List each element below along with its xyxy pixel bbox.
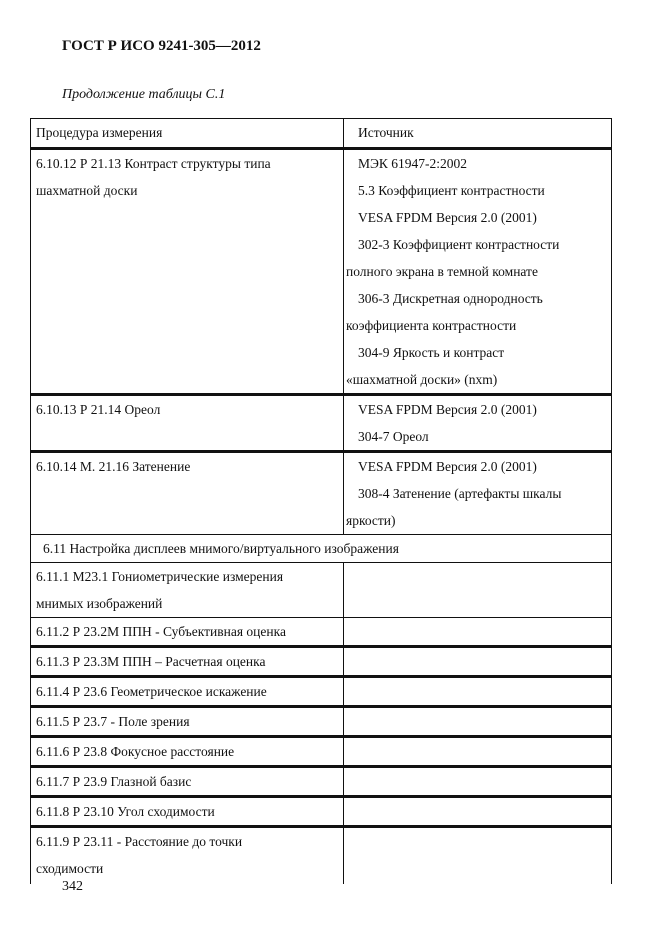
cell-line: 302-3 Коэффициент контрастности — [358, 237, 560, 252]
table-row — [31, 149, 612, 395]
table-row — [31, 677, 612, 707]
section-heading: 6.11 Настройка дисплеев мнимого/виртуального изображения — [31, 535, 612, 563]
source-cell — [344, 395, 612, 452]
table-header-row — [31, 119, 612, 149]
cell-line: 6.11.1 М23.1 Гониометрические измерения — [36, 569, 284, 584]
cell-line: МЭК 61947-2:2002 — [358, 156, 468, 171]
cell-line: сходимости — [36, 861, 104, 876]
standard-header: ГОСТ Р ИСО 9241-305—2012 — [62, 38, 261, 54]
cell-line: 306-3 Дискретная однородность — [358, 291, 543, 306]
procedure-cell — [31, 618, 344, 647]
cell-line: VESA FPDM Версия 2.0 (2001) — [358, 210, 537, 225]
cell-line: 304-7 Ореол — [358, 429, 429, 444]
table-row — [31, 618, 612, 647]
source-cell-empty — [344, 767, 612, 797]
cell-line: 6.10.13 Р 21.14 Ореол — [36, 402, 161, 417]
table-row — [31, 563, 612, 618]
cell-line: 6.11.5 Р 23.7 - Поле зрения — [36, 714, 190, 729]
cell-line: 6.11.8 Р 23.10 Угол сходимости — [36, 804, 215, 819]
procedure-cell — [31, 707, 344, 737]
source-cell-empty — [344, 737, 612, 767]
table-row — [31, 737, 612, 767]
measurement-table — [30, 118, 612, 884]
cell-line: 308-4 Затенение (артефакты шкалы — [358, 486, 562, 501]
page-number: 342 — [62, 879, 83, 894]
procedure-cell — [31, 452, 344, 535]
procedure-cell — [31, 149, 344, 395]
cell-line: 6.11.6 Р 23.8 Фокусное расстояние — [36, 744, 235, 759]
procedure-cell — [31, 767, 344, 797]
cell-line: VESA FPDM Версия 2.0 (2001) — [358, 459, 537, 474]
table-row — [31, 827, 612, 885]
cell-line: 6.11.3 Р 23.3М ППН – Расчетная оценка — [36, 654, 266, 669]
source-cell-empty — [344, 797, 612, 827]
procedure-cell — [31, 395, 344, 452]
cell-line: VESA FPDM Версия 2.0 (2001) — [358, 402, 537, 417]
source-cell-empty — [344, 647, 612, 677]
source-cell-empty — [344, 707, 612, 737]
source-cell-empty — [344, 677, 612, 707]
table-caption: Продолжение таблицы С.1 — [62, 87, 226, 102]
source-cell — [344, 149, 612, 395]
procedure-cell — [31, 737, 344, 767]
table-row — [31, 797, 612, 827]
cell-line: «шахматной доски» (nxm) — [346, 372, 498, 387]
table-row — [31, 647, 612, 677]
source-cell — [344, 452, 612, 535]
procedure-cell — [31, 797, 344, 827]
cell-line: 6.11.7 Р 23.9 Глазной базис — [36, 774, 192, 789]
column-header-source: Источник — [344, 119, 612, 149]
source-cell-empty — [344, 827, 612, 885]
table-row — [31, 767, 612, 797]
cell-line: яркости) — [346, 513, 396, 528]
cell-line: 6.10.12 Р 21.13 Контраст структуры типа — [36, 156, 271, 171]
cell-line: 5.3 Коэффициент контрастности — [358, 183, 545, 198]
cell-line: 304-9 Яркость и контраст — [358, 345, 505, 360]
section-row — [31, 535, 612, 563]
table-row — [31, 395, 612, 452]
cell-line: коэффициента контрастности — [346, 318, 517, 333]
cell-line: шахматной доски — [36, 183, 138, 198]
cell-line: полного экрана в темной комнате — [346, 264, 538, 279]
cell-line: 6.10.14 М. 21.16 Затенение — [36, 459, 191, 474]
procedure-cell — [31, 677, 344, 707]
cell-line: 6.11.4 Р 23.6 Геометрическое искажение — [36, 684, 267, 699]
procedure-cell — [31, 647, 344, 677]
column-header-procedure: Процедура измерения — [31, 119, 344, 149]
table-row — [31, 452, 612, 535]
cell-line: 6.11.9 Р 23.11 - Расстояние до точки — [36, 834, 243, 849]
source-cell-empty — [344, 618, 612, 647]
procedure-cell — [31, 563, 344, 618]
cell-line: 6.11.2 Р 23.2М ППН - Субъективная оценка — [36, 624, 286, 639]
source-cell-empty — [344, 563, 612, 618]
cell-line: мнимых изображений — [36, 596, 163, 611]
procedure-cell — [31, 827, 344, 885]
table-row — [31, 707, 612, 737]
